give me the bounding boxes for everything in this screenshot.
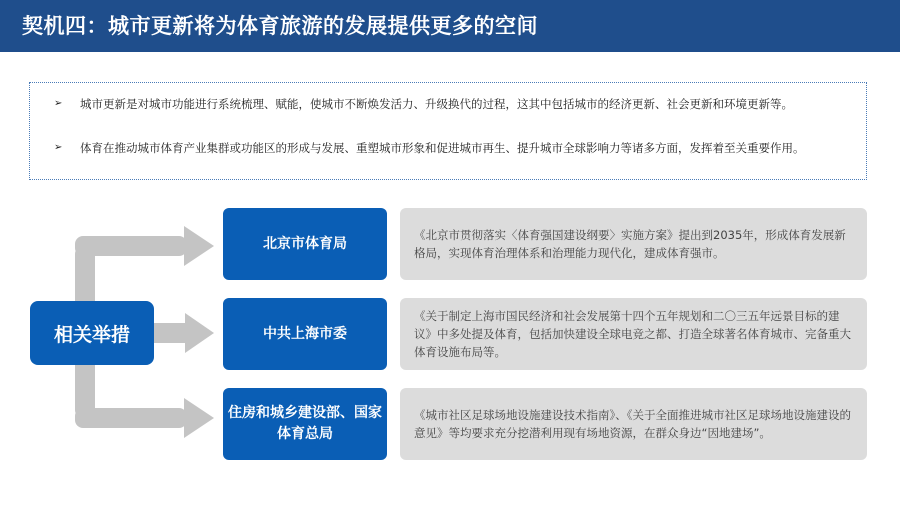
- org-box-shanghai-party-committee: 中共上海市委: [223, 298, 387, 370]
- arrow-bullet-icon: ➢: [54, 142, 63, 153]
- policy-description: [400, 208, 867, 280]
- policy-description-text: 《北京市贯彻落实〈体育强国建设纲要〉实施方案》提出到2035年，形成体育发展新格局，实现体育治理体系和治理能力现代化，建成体育强市。: [414, 228, 846, 260]
- arrow-branch-middle: [150, 323, 188, 343]
- arrow-branch-top: [75, 236, 187, 256]
- arrow-head-top-icon: [184, 226, 214, 266]
- measures-label-box: 相关举措: [30, 301, 154, 365]
- policy-description-text: 《城市社区足球场地设施建设技术指南》、《关于全面推进城市社区足球场地设施建设的意见》等均要求充分挖潜利用现有场地资源，在群众身边“因地建场”。: [414, 408, 851, 440]
- org-box-housing-and-sports-admin: 住房和城乡建设部、国家体育总局: [223, 388, 387, 460]
- org-box-beijing-sports-bureau: 北京市体育局: [223, 208, 387, 280]
- intro-bullet-text: 体育在推动城市体育产业集群或功能区的形成与发展、重塑城市形象和促进城市再生、提升城市全球影响力等诸多方面，发挥着至关重要作用。: [80, 141, 805, 155]
- page-title: 契机四：城市更新将为体育旅游的发展提供更多的空间: [22, 14, 538, 38]
- policy-description: [400, 298, 867, 370]
- intro-bullet-text: 城市更新是对城市功能进行系统梳理、赋能，使城市不断焕发活力、升级换代的过程，这其中包括城市的经济更新、社会更新和环境更新等。: [80, 97, 793, 111]
- arrow-branch-bottom: [75, 408, 187, 428]
- arrow-bullet-icon: ➢: [54, 98, 63, 109]
- arrow-head-middle-icon: [185, 313, 214, 353]
- arrow-head-bottom-icon: [184, 398, 214, 438]
- policy-description: [400, 388, 867, 460]
- policy-description-text: 《关于制定上海市国民经济和社会发展第十四个五年规划和二〇三五年远景目标的建议》中多处提及体育，包括加快建设全球电竞之都、打造全球著名体育城市、完备重大体育设施布局等。: [414, 309, 851, 359]
